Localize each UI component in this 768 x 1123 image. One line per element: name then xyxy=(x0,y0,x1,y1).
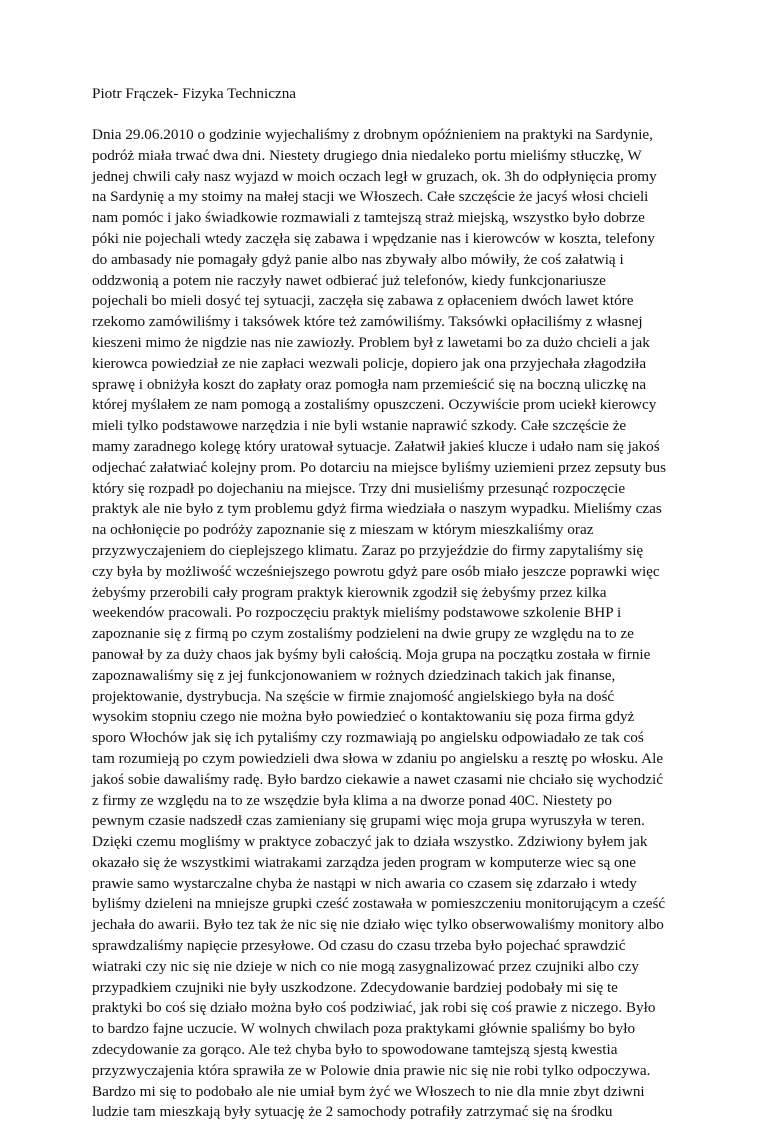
body-line: na Sardynię a my stoimy na małej stacji we Włoszech. Całe szczęście że jacyś włosi chcieli xyxy=(92,188,649,206)
body-line: Dnia 29.06.2010 o godzinie wyjechaliśmy z drobnym opóźnieniem na praktyki na Sardynie, xyxy=(92,126,653,143)
body-line: do ambasady nie pomagały gdyż panie albo nas zbywały albo mówiły, że coś załatwią i xyxy=(92,250,624,268)
body-line: panował by za duży chaos jak byśmy byli całością. Moja grupa na początku została w firnie xyxy=(92,645,651,663)
body-line: sprawę i obniżyła koszt do zapłaty oraz pomogła nam przemieścić się na boczną uliczkę na xyxy=(92,375,647,393)
body-line: projektowanie, dystrybucja. Na szęście w firmie znajomość angielskiego była na dość xyxy=(92,687,615,705)
body-line: praktyki bo coś się działo można było coś podziwiać, jak robi się coś prawie z niczego. Było xyxy=(92,999,656,1017)
document-title: Piotr Frączek- Fizyka Techniczna xyxy=(92,85,297,102)
document-body xyxy=(92,125,768,1123)
body-line: kierowca powiedział ze nie zapłaci wezwali policje, dopiero jak ona przyjechała złagodziła xyxy=(92,354,647,372)
body-line: byliśmy dzieleni na mniejsze grupki cześć zostawała w pomieszczeniu monitorującym a cześć xyxy=(92,895,666,913)
body-line: nam pomóc i jako świadkowie rozmawiali z tamtejszą straż miejską, wszystko było dobrze xyxy=(92,209,645,227)
body-line: sprawdzaliśmy napięcie przesyłowe. Od czasu do czasu trzeba było pojechać sprawdzić xyxy=(92,937,626,955)
body-line: zapoznawaliśmy się z jej funkcjonowaniem w rożnych dziedzinach takich jak finanse, xyxy=(92,666,616,684)
body-line: wiatraki czy nic się nie dzieje w nich co nie mogą zasygnalizować przez czujniki albo czy xyxy=(92,957,639,975)
body-line: mieli tylko podstawowe narzędzia i nie byli wstanie naprawić szkody. Całe szczęście że xyxy=(92,417,627,435)
body-line: póki nie pojechali wtedy zaczęła się zabawa i wpędzanie nas i kierowców w koszta, telefony xyxy=(92,229,655,247)
body-line: wysokim stopniu czego nie można było powiedzieć o kontaktowaniu się poza firma gdyż xyxy=(92,708,635,726)
body-line: rzekomo zamówiliśmy i taksówek które też zamówiliśmy. Taksówki opłaciliśmy z własnej xyxy=(92,313,643,331)
body-line: przyzwyczajenia która sprawiła ze w Polowie dnia prawie nic się nie robi tylko odpoczywa. xyxy=(92,1061,651,1079)
body-line: sporo Włochów jak się ich pytaliśmy czy rozmawiają po angielsku odpowiadało ze tak coś xyxy=(92,729,644,747)
body-line: jechała do awarii. Było tez tak że nic się nie działo więc tylko obserwowaliśmy monitory albo xyxy=(92,916,664,934)
body-line: żebyśmy przerobili cały program praktyk kierownik zgodził się żebyśmy przez kilka xyxy=(92,583,607,601)
body-line: prawie samo wystarczalne chyba że nastąpi w nich awaria co czasem się zdarzało i wtedy xyxy=(92,874,637,892)
body-line: jakoś sobie dawaliśmy radę. Było bardzo ciekawie a nawet czasami nie chciało się wychodzić xyxy=(92,770,663,788)
body-line: z firmy ze względu na to ze wszędzie była klima a na dworze ponad 40C. Niestety po xyxy=(92,791,612,809)
body-line: mamy zaradnego kolegę który uratował sytuacje. Załatwił jakieś klucze i udało nam się jakoś xyxy=(92,437,660,455)
body-line: praktyk ale nie było z tym problemu gdyż firma wiedziała o naszym wypadku. Mieliśmy czas xyxy=(92,500,662,518)
body-line: Dzięki czemu mogliśmy w praktyce zobaczyć jak to działa wszystko. Zdziwiony byłem jak xyxy=(92,833,648,851)
body-line: kieszeni mimo że nigdzie nas nie zawiozły. Problem był z lawetami bo za dużo chcieli a jak xyxy=(92,333,650,351)
body-line: to bardzo fajne uczucie. W wolnych chwilach poza praktykami głównie spaliśmy bo było xyxy=(92,1020,636,1038)
body-line: zdecydowanie za gorąco. Ale też chyba było to spowodowane tamtejszą sjestą kwestia xyxy=(92,1041,618,1059)
body-line: weekendów pracowali. Po rozpoczęciu praktyk mieliśmy podstawowe szkolenie BHP i xyxy=(92,604,622,622)
body-line: oddzwonią a potem nie raczyły nawet odbierać już telefonów, kiedy funkcjonariusze xyxy=(92,271,606,289)
body-line: pewnym czasie nadszedł czas zamieniany się grupami więc moja grupa wyruszyła w teren. xyxy=(92,812,645,830)
body-line: odjechać załatwiać kolejny prom. Po dotarciu na miejsce byliśmy uziemieni przez zepsuty bus xyxy=(92,458,666,476)
body-line: pojechali bo mieli dosyć tej sytuacji, zaczęła się zabawa z opłaceniem dwóch lawet które xyxy=(92,292,634,310)
body-line: której myślałem ze nam pomogą a zostaliśmy opuszczeni. Oczywiście prom uciekł kierowcy xyxy=(92,396,657,414)
body-line: Bardzo mi się to podobało ale nie umiał bym żyć we Włoszech to nie dla mnie zbyt dziwni xyxy=(92,1082,645,1100)
body-line: na ochłonięcie po podróży zapoznanie się z mieszam w którym mieszkaliśmy oraz xyxy=(92,521,594,539)
body-line: czy była by możliwość wcześniejszego powrotu gdyż pare osób miało jeszcze poprawki więc xyxy=(92,562,660,580)
body-line: tam rozumieją po czym powiedzieli dwa słowa w zdaniu po angielsku a resztę po włosku. Ale xyxy=(92,749,664,767)
body-line: przypadkiem czujniki nie były uszkodzone. Zdecydowanie bardziej podobały mi się te xyxy=(92,978,618,996)
body-line: ludzie tam mieszkają były sytuację że 2 samochody potrafiły zatrzymać się na środku xyxy=(92,1103,613,1121)
body-line: przyzwyczajeniem do cieplejszego klimatu. Zaraz po przyjeździe do firmy zapytaliśmy się xyxy=(92,541,644,559)
body-line: zapoznanie się z firmą po czym zostaliśmy podzieleni na dwie grupy ze względu na to ze xyxy=(92,625,634,643)
body-line: który się rozpadł po dojechaniu na miejsce. Trzy dni musieliśmy przesunąć rozpoczęcie xyxy=(92,479,626,497)
body-line: okazało się że wszystkimi wiatrakami zarządza jeden program w komputerze wiec są one xyxy=(92,853,636,871)
body-line: jednej chwili cały nasz wyjazd w moich oczach legł w gruzach, ok. 3h do odpłynięcia promy xyxy=(92,167,657,185)
body-line: podróż miała trwać dwa dni. Niestety drugiego dnia niedaleko portu mieliśmy stłuczkę, W xyxy=(92,146,642,164)
